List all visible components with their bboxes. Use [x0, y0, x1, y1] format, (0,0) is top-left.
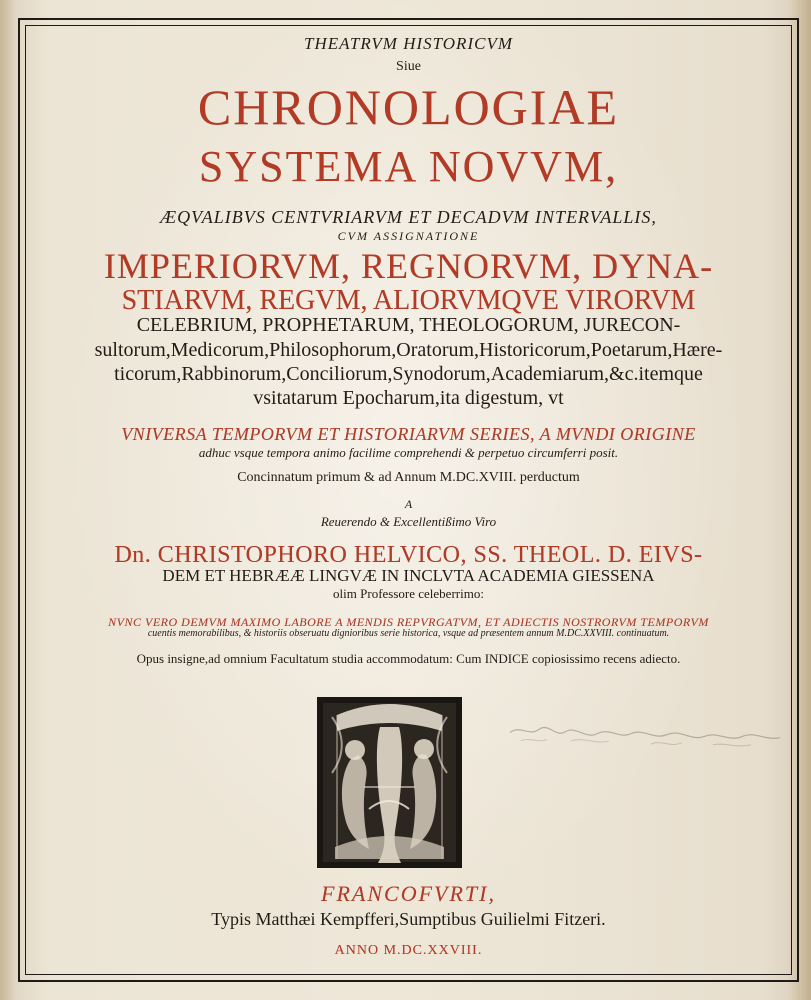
subject-line-6: vsitatarum Epocharum,ita digestum, vt [253, 387, 564, 409]
imprint-line-2: Typis Matthæi Kempfferi,Sumptibus Guilielmi Fitzeri. [211, 909, 606, 929]
edition-line-1: NVNC VERO DEMVM MAXIMO LABORE A MENDIS REPVRGATVM, ET ADIECTIS NOSTRORVM TEMPORVM [108, 615, 709, 629]
subject-line-2: STIARVM, REGVM, ALIORVMQVE VIRORVM [121, 285, 696, 316]
edition-line-2: cuentis memorabilibus, & historiis obseruatu dignioribus serie historica, vsque ad præsentem annum M.DC.XXVIII. continuatum. [147, 628, 670, 639]
title-line-1: THEATRVM HISTORICVM [304, 34, 513, 53]
subject-line-3: CELEBRIUM, PROPHETARUM, THEOLOGORUM, JURECON- [136, 314, 681, 336]
imprint-line-1: FRANCOFVRTI, [321, 881, 496, 906]
main-title-2: SYSTEMA NOVVM, [198, 142, 619, 191]
subtitle-line-2: CVM ASSIGNATIONE [337, 229, 480, 243]
subject-line-4: sultorum,Medicorum,Philosophorum,Oratorum,Historicorum,Poetarum,Hære- [94, 339, 723, 361]
marginal-handwriting [504, 712, 785, 761]
description-line-4: A [404, 497, 413, 511]
description-line-3: Concinnatum primum & ad Annum M.DC.XVIII. perductum [237, 470, 580, 485]
woodcut-art [317, 697, 462, 868]
imprint-line-3: ANNO M.DC.XXVIII. [334, 943, 483, 958]
subject-line-1: IMPERIORVM, REGNORVM, DYNA- [103, 246, 714, 286]
edition-line-3: Opus insigne,ad omnium Facultatum studia accommodatum: Cum INDICE copiosissimo recens adiecto. [136, 651, 681, 666]
author-line-3: olim Professore celeberrimo: [333, 586, 484, 601]
author-line-2: DEM ET HEBRÆÆ LINGVÆ IN INCLVTA ACADEMIA GIESSENA [162, 566, 655, 585]
title-line-2: Siue [396, 59, 421, 74]
subtitle-line-1: ÆQVALIBVS CENTVRIARVM ET DECADVM INTERVALLIS, [160, 207, 657, 227]
handwriting-art [504, 712, 785, 761]
author-line-1: Dn. CHRISTOPHORO HELVICO, SS. THEOL. D. EIVS- [114, 542, 703, 568]
subject-line-5: ticorum,Rabbinorum,Conciliorum,Synodorum,Academiarum,&c.itemque [114, 363, 703, 385]
main-title-1: CHRONOLOGIAE [197, 79, 620, 135]
paper-edge-shadow [0, 0, 16, 1000]
printer-device-woodcut [317, 697, 462, 868]
description-line-5: Reuerendo & Excellentißimo Viro [320, 514, 497, 529]
description-line-2: adhuc vsque tempora animo facilime comprehendi & perpetuo circumferri posit. [198, 445, 619, 460]
description-line-1: VNIVERSA TEMPORVM ET HISTORIARVM SERIES, A MVNDI ORIGINE [121, 424, 696, 444]
